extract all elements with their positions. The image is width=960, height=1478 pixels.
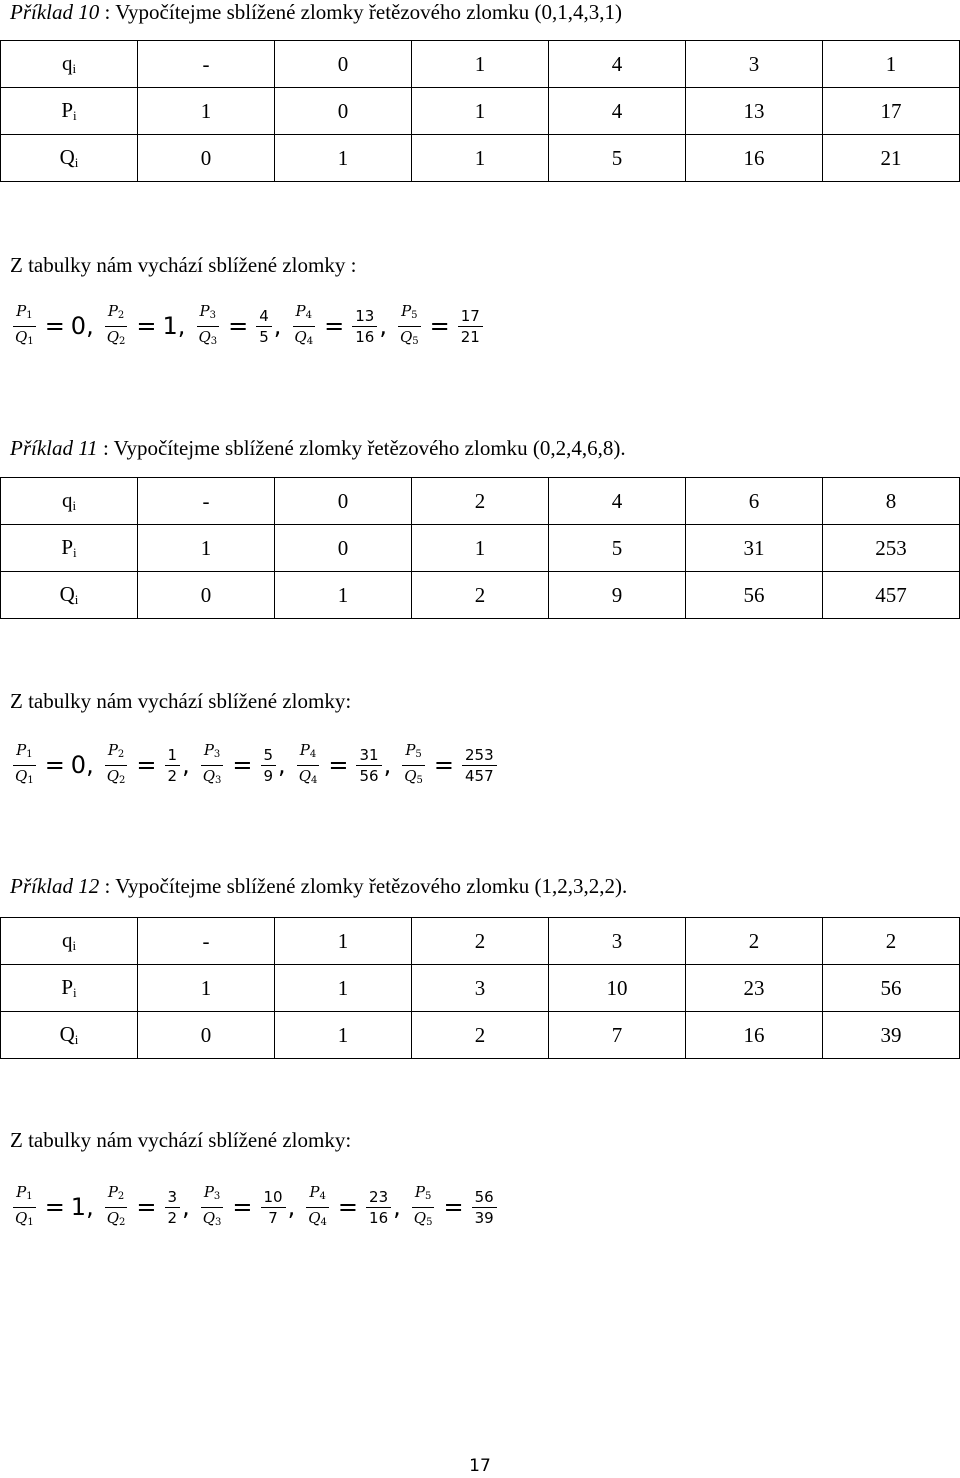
fraction-value: $\frac{1}{2}$: [165, 745, 181, 786]
cell: 10: [549, 965, 686, 1012]
cell: 2: [412, 572, 549, 619]
cell: 1: [275, 1012, 412, 1059]
example-label: Příklad 11: [10, 436, 98, 460]
fraction: $\frac{P_5}{Q_5}$: [399, 301, 419, 347]
example-11-heading: [10, 436, 626, 460]
result-text: Z tabulky nám vychází sblížené zlomky:: [10, 689, 352, 713]
cell: 39: [823, 1012, 960, 1059]
table-row: [1, 88, 960, 135]
row-label: $q_i$: [1, 41, 138, 88]
row-label: $q_i$: [1, 478, 138, 525]
cell: 2: [823, 918, 960, 965]
cell: 31: [686, 525, 823, 572]
example-label: Příklad 12: [10, 874, 100, 898]
fraction: $\frac{P_4}{Q_4}$: [294, 301, 314, 347]
fraction-value: $\frac{253}{457}$: [462, 745, 497, 786]
row-label: $P_i$: [1, 525, 138, 572]
cell: -: [138, 918, 275, 965]
fraction-value: $\frac{13}{16}$: [352, 306, 377, 347]
fraction: $\frac{P_2}{Q_2}$: [106, 1182, 126, 1228]
fraction-value: $\frac{31}{56}$: [356, 745, 381, 786]
cell: 1: [138, 965, 275, 1012]
row-label: $q_i$: [1, 918, 138, 965]
cell: 4: [549, 41, 686, 88]
fraction-value: $\frac{5}{9}$: [261, 745, 277, 786]
cell: 0: [275, 88, 412, 135]
convergents-formula: $\frac{P_1}{Q_1}$ = 1 , $\frac{P_2}{Q_2}$ = $\frac{3}{2}$ , $\frac{P_3}{Q_3}$ = $\frac{10}{7}$ , $\frac{P_4}{Q_4}$ = $\frac{23}{16}$ , $\frac{P_5}{Q_5}$ = $\frac{56}{39}$: [10, 1177, 499, 1237]
fraction: $\frac{P_3}{Q_3}$: [198, 301, 218, 347]
cell: 0: [275, 478, 412, 525]
cell: 3: [412, 965, 549, 1012]
cell: 5: [549, 135, 686, 182]
cell: 1: [412, 41, 549, 88]
fraction: $\frac{P_1}{Q_1}$: [15, 740, 34, 786]
cell: 0: [138, 135, 275, 182]
cell: 0: [138, 572, 275, 619]
cell: 0: [275, 525, 412, 572]
table-row: [1, 41, 960, 88]
fraction-value: $\frac{3}{2}$: [165, 1187, 181, 1228]
fraction-value: $\frac{23}{16}$: [366, 1187, 391, 1228]
cell: 0: [138, 1012, 275, 1059]
cell: 2: [686, 918, 823, 965]
cell: 8: [823, 478, 960, 525]
cell: 1: [275, 135, 412, 182]
fraction: $\frac{P_5}{Q_5}$: [413, 1182, 433, 1228]
cell: 4: [549, 478, 686, 525]
cell: 3: [686, 41, 823, 88]
cell: 1: [412, 525, 549, 572]
table-row: [1, 965, 960, 1012]
fraction: $\frac{P_2}{Q_2}$: [106, 740, 126, 786]
page-number: 17: [469, 1456, 491, 1476]
fraction-value: $\frac{56}{39}$: [472, 1187, 497, 1228]
table-row: [1, 572, 960, 619]
fraction: $\frac{P_1}{Q_1}$: [15, 1182, 34, 1228]
cell: 16: [686, 135, 823, 182]
fraction: $\frac{P_5}{Q_5}$: [404, 740, 423, 786]
example-task: : Vypočítejme sblížené zlomky řetězového zlomku (0,1,4,3,1): [99, 0, 622, 24]
cell: 9: [549, 572, 686, 619]
cell: -: [138, 478, 275, 525]
example-10-heading: [10, 0, 622, 24]
row-label: $P_i$: [1, 88, 138, 135]
cell: 3: [549, 918, 686, 965]
cell: 1: [823, 41, 960, 88]
cell: 17: [823, 88, 960, 135]
result-text: Z tabulky nám vychází sblížené zlomky:: [10, 1128, 352, 1152]
convergents-formula: $\frac{P_1}{Q_1}$ = 0 , $\frac{P_2}{Q_2}$ = $\frac{1}{2}$ , $\frac{P_3}{Q_3}$ = $\frac{5}{9}$ , $\frac{P_4}{Q_4}$ = $\frac{31}{56}$ , $\frac{P_5}{Q_5}$ = $\frac{253}{457}$: [10, 735, 499, 795]
fraction: $\frac{P_2}{Q_2}$: [106, 301, 126, 347]
cell: 16: [686, 1012, 823, 1059]
fraction-value: $\frac{17}{21}$: [458, 306, 483, 347]
cell: 2: [412, 918, 549, 965]
table-row: [1, 1012, 960, 1059]
convergents-table-12: [0, 917, 960, 1059]
row-label: $P_i$: [1, 965, 138, 1012]
convergents-formula: $\frac{P_1}{Q_1}$ = 0 , $\frac{P_2}{Q_2}$ = 1 , $\frac{P_3}{Q_3}$ = $\frac{4}{5}$ , $\frac{P_4}{Q_4}$ = $\frac{13}{16}$ , $\frac{P_5}{Q_5}$ = $\frac{17}{21}$: [10, 296, 485, 356]
cell: 1: [412, 135, 549, 182]
cell: 457: [823, 572, 960, 619]
cell: 253: [823, 525, 960, 572]
fraction: $\frac{P_4}{Q_4}$: [308, 1182, 327, 1228]
cell: 56: [686, 572, 823, 619]
cell: 21: [823, 135, 960, 182]
cell: 7: [549, 1012, 686, 1059]
cell: 2: [412, 478, 549, 525]
fraction-value: $\frac{10}{7}$: [261, 1187, 286, 1228]
example-task: : Vypočítejme sblížené zlomky řetězového zlomku (0,2,4,6,8).: [97, 436, 626, 460]
row-label: $Q_i$: [1, 1012, 138, 1059]
cell: 1: [412, 88, 549, 135]
cell: 1: [275, 918, 412, 965]
table-row: [1, 478, 960, 525]
row-label: $Q_i$: [1, 572, 138, 619]
cell: 4: [549, 88, 686, 135]
convergents-table-10: [0, 40, 960, 182]
cell: 2: [412, 1012, 549, 1059]
fraction: $\frac{P_3}{Q_3}$: [202, 740, 222, 786]
cell: 1: [138, 525, 275, 572]
fraction: $\frac{P_1}{Q_1}$: [15, 301, 34, 347]
example-task: : Vypočítejme sblížené zlomky řetězového zlomku (1,2,3,2,2).: [99, 874, 628, 898]
fraction: $\frac{P_4}{Q_4}$: [298, 740, 318, 786]
cell: 5: [549, 525, 686, 572]
cell: 6: [686, 478, 823, 525]
cell: 56: [823, 965, 960, 1012]
row-label: $Q_i$: [1, 135, 138, 182]
table-row: [1, 918, 960, 965]
table-row: [1, 135, 960, 182]
cell: 0: [275, 41, 412, 88]
result-text: Z tabulky nám vychází sblížené zlomky :: [10, 253, 357, 277]
cell: -: [138, 41, 275, 88]
cell: 1: [138, 88, 275, 135]
example-label: Příklad 10: [10, 0, 100, 24]
fraction-value: $\frac{4}{5}$: [256, 306, 272, 347]
table-row: [1, 525, 960, 572]
example-12-heading: [10, 874, 627, 898]
fraction: $\frac{P_3}{Q_3}$: [202, 1182, 222, 1228]
convergents-table-11: [0, 477, 960, 619]
cell: 23: [686, 965, 823, 1012]
cell: 1: [275, 965, 412, 1012]
cell: 1: [275, 572, 412, 619]
cell: 13: [686, 88, 823, 135]
